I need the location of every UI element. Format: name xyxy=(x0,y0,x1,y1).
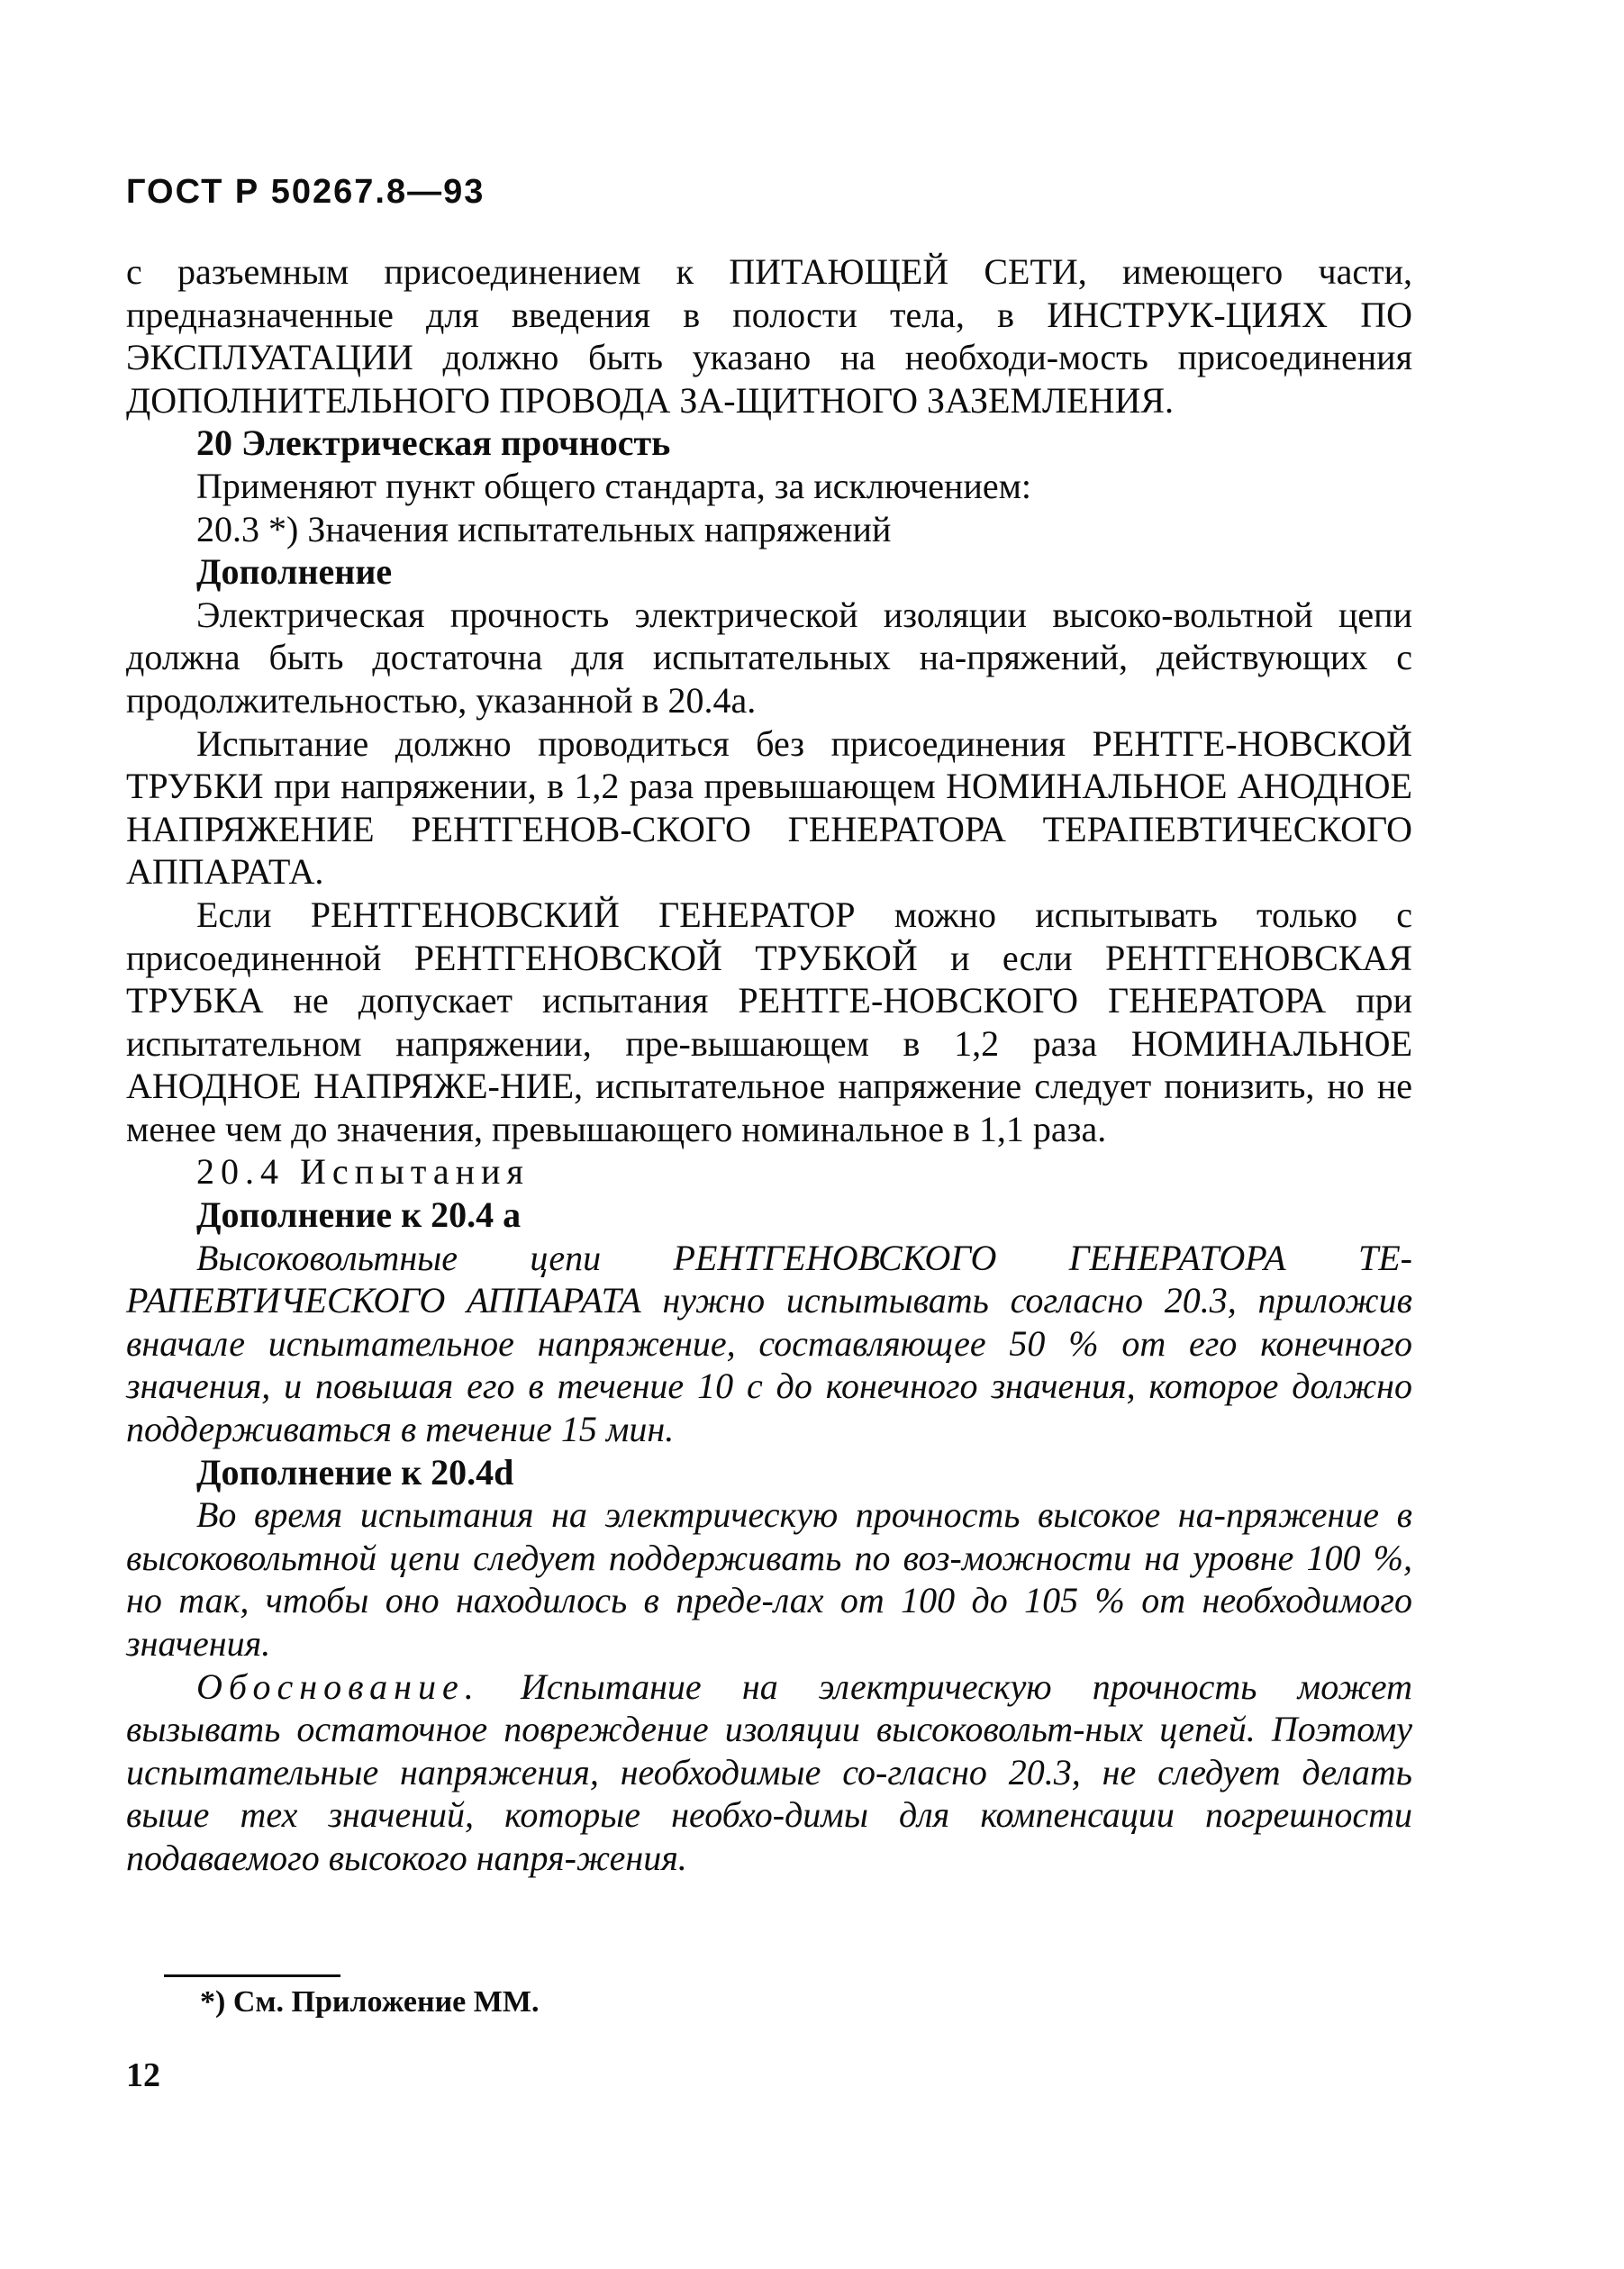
footnote: *) См. Приложение ММ. xyxy=(200,1985,540,2019)
paragraph-rationale xyxy=(126,1665,1412,1880)
paragraph-applies: Применяют пункт общего стандарта, за исключением: xyxy=(196,465,1032,506)
paragraph-test-with-tube: Если РЕНТГЕНОВСКИЙ ГЕНЕРАТОР можно испытывать только с присоединенной РЕНТГЕНОВСКОЙ ТРУБКОЙ и если РЕНТГЕНОВСКАЯ ТРУБКА не допускает испытания РЕНТГЕ-НОВСКОГО ГЕНЕРАТОРА при испытательном напряжении, пре-вышающем в 1,2 раза НОМИНАЛЬНОЕ АНОДНОЕ НАПРЯЖЕ-НИЕ, испытательное напряжение следует понизить, но не менее чем до значения, превышающего номинальное в 1,1 раза. xyxy=(126,894,1412,1149)
paragraph-hv-circuits-test: Высоковольтные цепи РЕНТГЕНОВСКОГО ГЕНЕРАТОРА ТЕ-РАПЕВТИЧЕСКОГО АППАРАТА нужно испытывать согласно 20.3, приложив вначале испытательное напряжение, составляющее 50 % от его конечного значения, и повышая его в течение 10 с до конечного значения, которое должно поддерживаться в течение 15 мин. xyxy=(126,1237,1412,1450)
paragraph-mains-connection: с разъемным присоединением к ПИТАЮЩЕЙ СЕТИ, имеющего части, предназначенные для введения в полости тела, в ИНСТРУК-ЦИЯХ ПО ЭКСПЛУАТАЦИИ должно быть указано на необходи-мость присоединения ДОПОЛНИТЕЛЬНОГО ПРОВОДА ЗА-ЩИТНОГО ЗАЗЕМЛЕНИЯ. xyxy=(126,251,1412,421)
addition-heading-20-4a: Дополнение к 20.4 а xyxy=(196,1194,522,1236)
addition-heading-20-4d: Дополнение к 20.4d xyxy=(196,1451,514,1493)
document-body xyxy=(126,250,1412,1880)
rationale-label: Обоснование. xyxy=(196,1665,480,1707)
rationale-text: Испытание на электрическую прочность может вызывать остаточное повреждение изоляции высоковольт-ных цепей. Поэтому испытательные напряжения, необходимые со-гласно 20.3, не следует делать выше тех значений, которые необхо-димы для компенсации погрешности подаваемого высокого напря-жения. xyxy=(126,1665,1412,1878)
addition-heading: Дополнение xyxy=(196,551,393,593)
section-heading-20: 20 Электрическая прочность xyxy=(196,422,671,464)
page-number: 12 xyxy=(126,2056,160,2094)
paragraph-dielectric-strength: Электрическая прочность электрической изоляции высоко-вольтной цепи должна быть достаточна для испытательных на-пряжений, действующих с продолжительностью, указанной в 20.4а. xyxy=(126,594,1412,721)
page-header: ГОСТ Р 50267.8—93 xyxy=(126,173,485,211)
clause-20-4-tests: 20.4 Испытания xyxy=(196,1151,530,1193)
clause-20-3: 20.3 *) Значения испытательных напряжений xyxy=(196,508,892,549)
paragraph-test-without-tube: Испытание должно проводиться без присоединения РЕНТГЕ-НОВСКОЙ ТРУБКИ при напряжении, в 1,2 раза превышающем НОМИНАЛЬНОЕ АНОДНОЕ НАПРЯЖЕНИЕ РЕНТГЕНОВ-СКОГО ГЕНЕРАТОРА ТЕРАПЕВТИЧЕСКОГО АППАРАТА. xyxy=(126,722,1412,893)
paragraph-hv-maintain: Во время испытания на электрическую прочность высокое на-пряжение в высоковольтной цепи следует поддерживать по воз-можности на уровне 100 %, но так, чтобы оно находилось в преде-лах от 100 до 105 % от необходимого значения. xyxy=(126,1494,1412,1664)
footnote-divider xyxy=(164,1974,340,1977)
